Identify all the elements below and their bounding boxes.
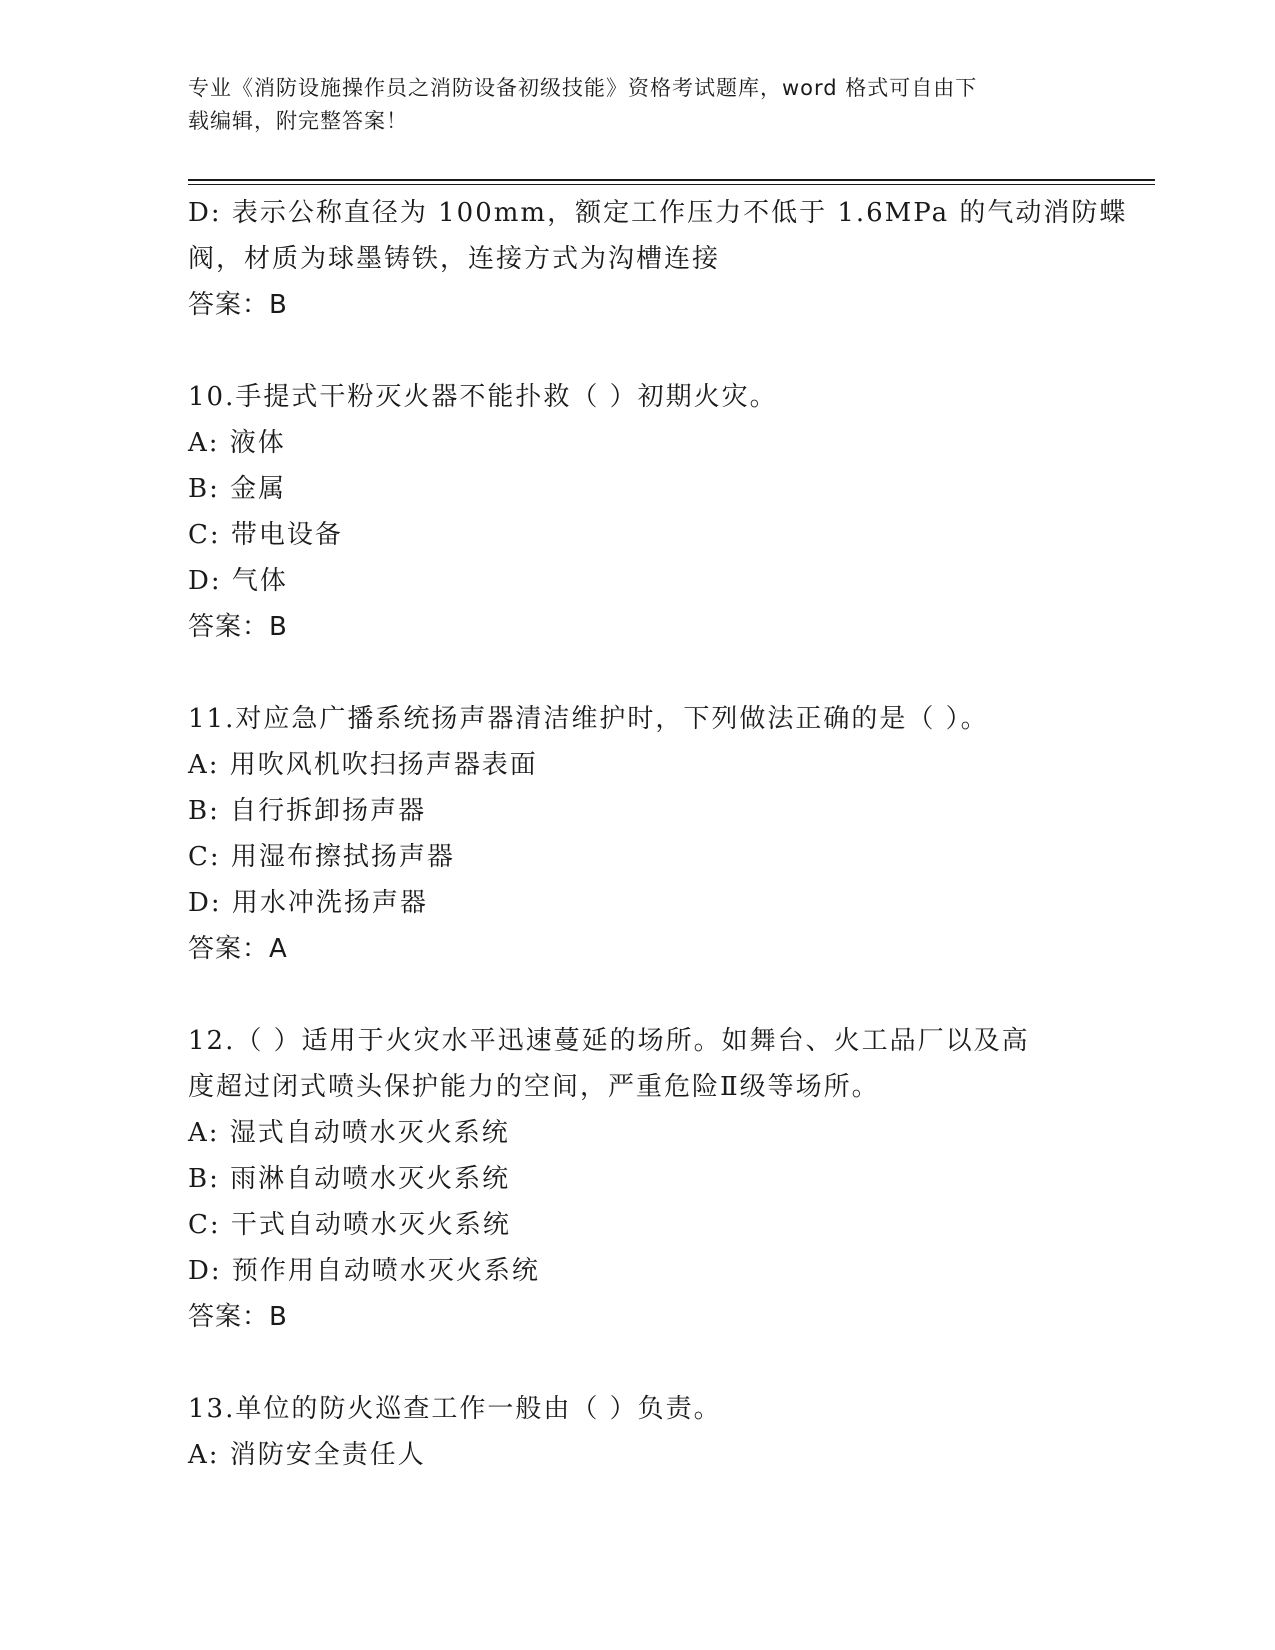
option-d: D: 表示公称直径为 100mm，额定工作压力不低于 1.6MPa 的气动消防蝶 [188, 198, 1128, 228]
header-divider-thick [188, 179, 1155, 181]
option-c: C: 带电设备 [188, 520, 343, 550]
spacer [188, 328, 1088, 374]
question-stem: 10.手提式干粉灭火器不能扑救（ ）初期火灾。 [188, 382, 778, 412]
question-13 [188, 1386, 1088, 1478]
option-d: D: 用水冲洗扬声器 [188, 888, 428, 918]
question-10 [188, 374, 1088, 650]
spacer [188, 650, 1088, 696]
answer: 答案：B [188, 290, 288, 320]
spacer [188, 1340, 1088, 1386]
question-stem: 13.单位的防火巡查工作一般由（ ）负责。 [188, 1394, 722, 1424]
option-a: A: 湿式自动喷水灭火系统 [188, 1118, 510, 1148]
question-stem: 11.对应急广播系统扬声器清洁维护时，下列做法正确的是（ ）。 [188, 704, 989, 734]
option-b: B: 自行拆卸扬声器 [188, 796, 427, 826]
option-a: A: 用吹风机吹扫扬声器表面 [188, 750, 538, 780]
option-b: B: 雨淋自动喷水灭火系统 [188, 1164, 511, 1194]
answer: 答案：B [188, 612, 288, 642]
option-d: D: 气体 [188, 566, 288, 596]
option-a: A: 液体 [188, 428, 286, 458]
question-stem-continued: 度超过闭式喷头保护能力的空间，严重危险Ⅱ级等场所。 [188, 1072, 880, 1102]
answer: 答案：B [188, 1302, 288, 1332]
question-list [188, 190, 1128, 1478]
page-header [188, 72, 1078, 138]
option-a: A: 消防安全责任人 [188, 1440, 426, 1470]
option-d: D: 预作用自动喷水灭火系统 [188, 1256, 540, 1286]
option-b: B: 金属 [188, 474, 287, 504]
header-divider-thin [188, 184, 1155, 185]
question-stem: 12.（ ）适用于火灾水平迅速蔓延的场所。如舞台、火工品厂以及高 [188, 1026, 1030, 1056]
question-11 [188, 696, 1088, 972]
header-line-1: 专业《消防设施操作员之消防设备初级技能》资格考试题库，word 格式可自由下 [188, 76, 978, 100]
option-c: C: 用湿布擦拭扬声器 [188, 842, 455, 872]
option-c: C: 干式自动喷水灭火系统 [188, 1210, 511, 1240]
question-9-tail [188, 190, 1128, 328]
header-line-2: 载编辑，附完整答案！ [188, 109, 408, 133]
question-12 [188, 1018, 1088, 1340]
answer: 答案：A [188, 934, 288, 964]
option-d-continued: 阀，材质为球墨铸铁，连接方式为沟槽连接 [188, 244, 721, 274]
spacer [188, 972, 1088, 1018]
